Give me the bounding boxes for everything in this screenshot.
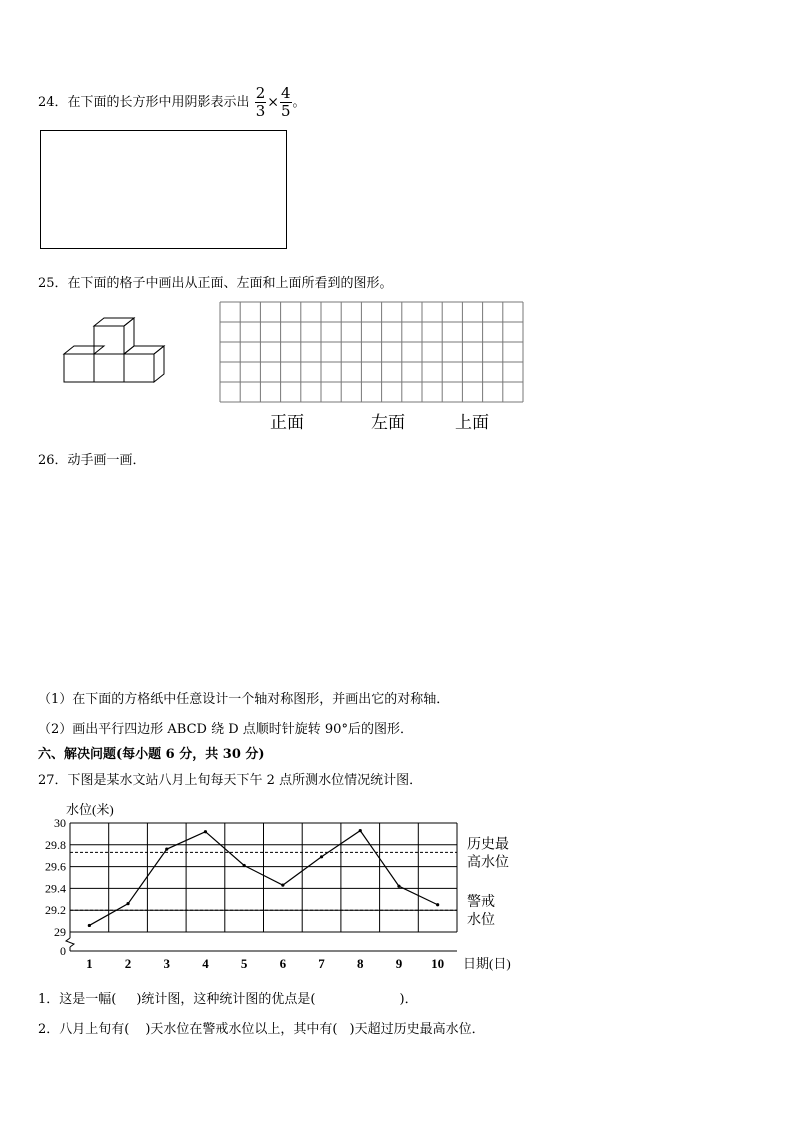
fraction-numerator: 4 [280, 84, 291, 102]
data-point [204, 830, 207, 833]
q27-text: 27．下图是某水文站八月上旬每天下午 2 点所测水位情况统计图． [38, 773, 423, 788]
data-point [243, 864, 246, 867]
reference-line-label: 警戒 [467, 895, 495, 911]
x-tick-label: 1 [86, 956, 93, 971]
fraction-four-fifths [280, 86, 292, 119]
view-label-left: 左面 [371, 413, 405, 433]
q26-sub2: （2）画出平行四边形 ABCD 绕 D 点顺时针旋转 90°后的图形． [38, 722, 413, 737]
reference-line-label: 高水位 [467, 855, 509, 871]
y-tick-label: 29.8 [45, 837, 66, 852]
y-tick-label: 29.4 [45, 881, 66, 896]
view-label-front: 正面 [270, 413, 304, 433]
reference-line-label: 水位 [467, 913, 495, 929]
q27-sub2 [38, 1018, 485, 1037]
x-tick-label: 4 [202, 956, 209, 971]
data-point [436, 903, 439, 906]
reference-line-label: 历史最 [467, 837, 509, 853]
data-point [359, 829, 362, 832]
q27-sub2-part-b: )天水位在警戒水位以上，其中有( [145, 1022, 338, 1037]
data-point [281, 884, 284, 887]
water-level-chart [30, 798, 550, 978]
q27-sub2-part-c: )天超过历史最高水位． [349, 1022, 485, 1037]
q24-suffix: 。 [292, 95, 306, 110]
x-tick-label: 6 [279, 956, 287, 971]
x-axis-label: 日期(日) [463, 956, 511, 971]
q26-text: 26．动手画一画． [38, 453, 146, 468]
q27-sub1-part-c: )． [399, 992, 418, 1007]
q27-sub1 [38, 988, 418, 1007]
q27-sub1-part-a: 1．这是一幅( [38, 992, 117, 1007]
section-heading: 六、解决问题(每小题 6 分，共 30 分) [38, 747, 265, 762]
y-tick-label: 29.2 [45, 903, 66, 918]
x-tick-label: 7 [318, 956, 325, 971]
y-tick-label: 29.6 [45, 859, 66, 874]
q26-sub1: （1）在下面的方格纸中任意设计一个轴对称图形，并画出它的对称轴． [38, 692, 450, 707]
x-tick-label: 10 [431, 956, 445, 971]
x-tick-label: 5 [240, 956, 248, 971]
q24-prefix: 24．在下面的长方形中用阴影表示出 [38, 95, 250, 110]
x-tick-label: 2 [124, 956, 132, 971]
shading-rectangle[interactable] [40, 130, 287, 249]
y-tick-label: 29 [54, 925, 66, 939]
data-point [397, 885, 400, 888]
q27-sub2-part-a: 2．八月上旬有( [38, 1022, 130, 1037]
data-point [88, 924, 91, 927]
y-tick-label: 0 [60, 944, 66, 958]
axis-break-mark [66, 938, 74, 947]
view-label-top: 上面 [455, 413, 489, 433]
fraction-denominator: 5 [280, 102, 291, 120]
x-tick-label: 9 [395, 956, 403, 971]
y-axis-label: 水位(米) [66, 802, 114, 817]
data-point [165, 848, 168, 851]
data-point [320, 855, 323, 858]
drawing-grid[interactable] [219, 301, 525, 405]
fraction-denominator: 3 [255, 102, 266, 120]
times-sign: × [267, 94, 279, 111]
fraction-numerator: 2 [255, 84, 266, 102]
cube-stack-figure [62, 316, 172, 386]
x-tick-label: 3 [163, 956, 170, 971]
y-tick-label: 30 [54, 816, 66, 830]
x-tick-label: 8 [357, 956, 364, 971]
q27-sub1-part-b: )统计图，这种统计图的优点是( [136, 992, 316, 1007]
q25-text: 25．在下面的格子中画出从正面、左面和上面所看到的图形。 [38, 276, 393, 291]
q24-text [38, 86, 306, 119]
data-point [126, 902, 129, 905]
fraction-two-thirds [255, 86, 267, 119]
